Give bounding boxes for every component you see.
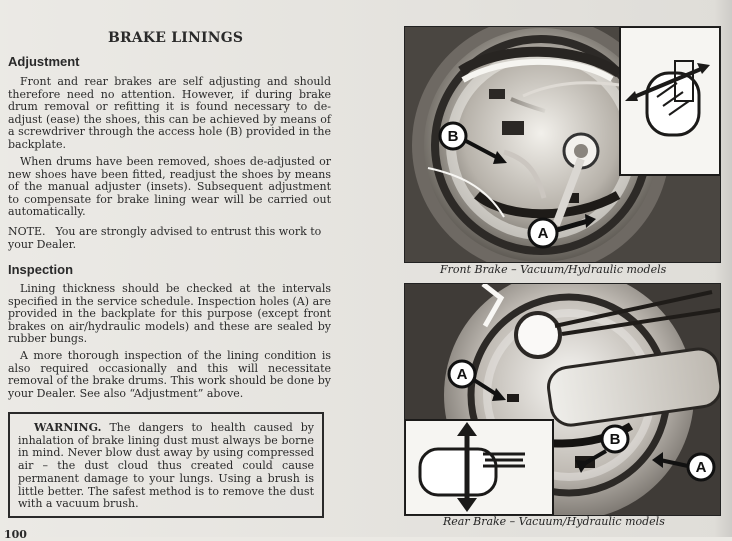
page-number: 100 [4, 528, 27, 541]
inspection-paragraph-2: A more thorough inspection of the lining condition is also required occasionally and this will necessitate removal of the brake drums. This work should be done by your Dealer. See also “Adjustment” above. [8, 349, 331, 400]
warning-label: WARNING. [34, 421, 102, 434]
rear-callout-a-right-label: A [695, 459, 707, 476]
page-title: BRAKE LININGS [108, 30, 244, 46]
front-callout-a-label: A [537, 225, 549, 242]
rear-brake-figure [404, 283, 721, 516]
front-brake-caption: Front Brake – Vacuum/Hydraulic models [440, 263, 667, 276]
adjustment-note [8, 226, 331, 251]
rear-callout-a-left-label: A [456, 366, 468, 383]
front-brake-figure [404, 26, 721, 263]
adjustment-paragraph-1: Front and rear brakes are self adjusting and should therefore need no attention. However, if during brake drum removal or refitting it is found necessary to de-adjust (ease) the shoes, this can be achieved by means of a screwdriver through the access hole (B) provided in the backplate. [8, 75, 331, 151]
front-callout-b-label: B [447, 128, 459, 145]
note-label: NOTE. [8, 225, 46, 238]
adjustment-paragraph-2: When drums have been removed, shoes de-adjusted or new shoes have been fitted, readjust the shoes by means of the manual adjuster (insets). Subsequent adjustment to compensate for brake lining wear will be carried out automatically. [8, 155, 331, 218]
warning-text [18, 422, 314, 511]
warning-box [8, 412, 324, 518]
rear-brake-caption: Rear Brake – Vacuum/Hydraulic models [443, 515, 665, 528]
rear-callout-b-label: B [609, 431, 621, 448]
inspection-heading: Inspection [8, 262, 74, 277]
inspection-paragraph-1: Lining thickness should be checked at the intervals specified in the service schedule. Inspection holes (A) are provided in the backplate for this purpose (except front brakes on air/hydraulic models) and these are sealed by rubber bungs. [8, 282, 331, 345]
front-brake-illustration [405, 27, 720, 262]
rear-brake-illustration [405, 284, 720, 515]
warning-body: The dangers to health caused by inhalation of brake lining dust must always be borne in mind. Never blow dust away by using compressed air – the dust cloud thus created could cause permanent damage to your lungs. Using a brush is little better. The safest method is to remove the dust with a vacuum brush. [18, 421, 315, 511]
adjustment-heading: Adjustment [8, 54, 80, 69]
note-text: You are strongly advised to entrust this work to your Dealer. [8, 225, 322, 251]
